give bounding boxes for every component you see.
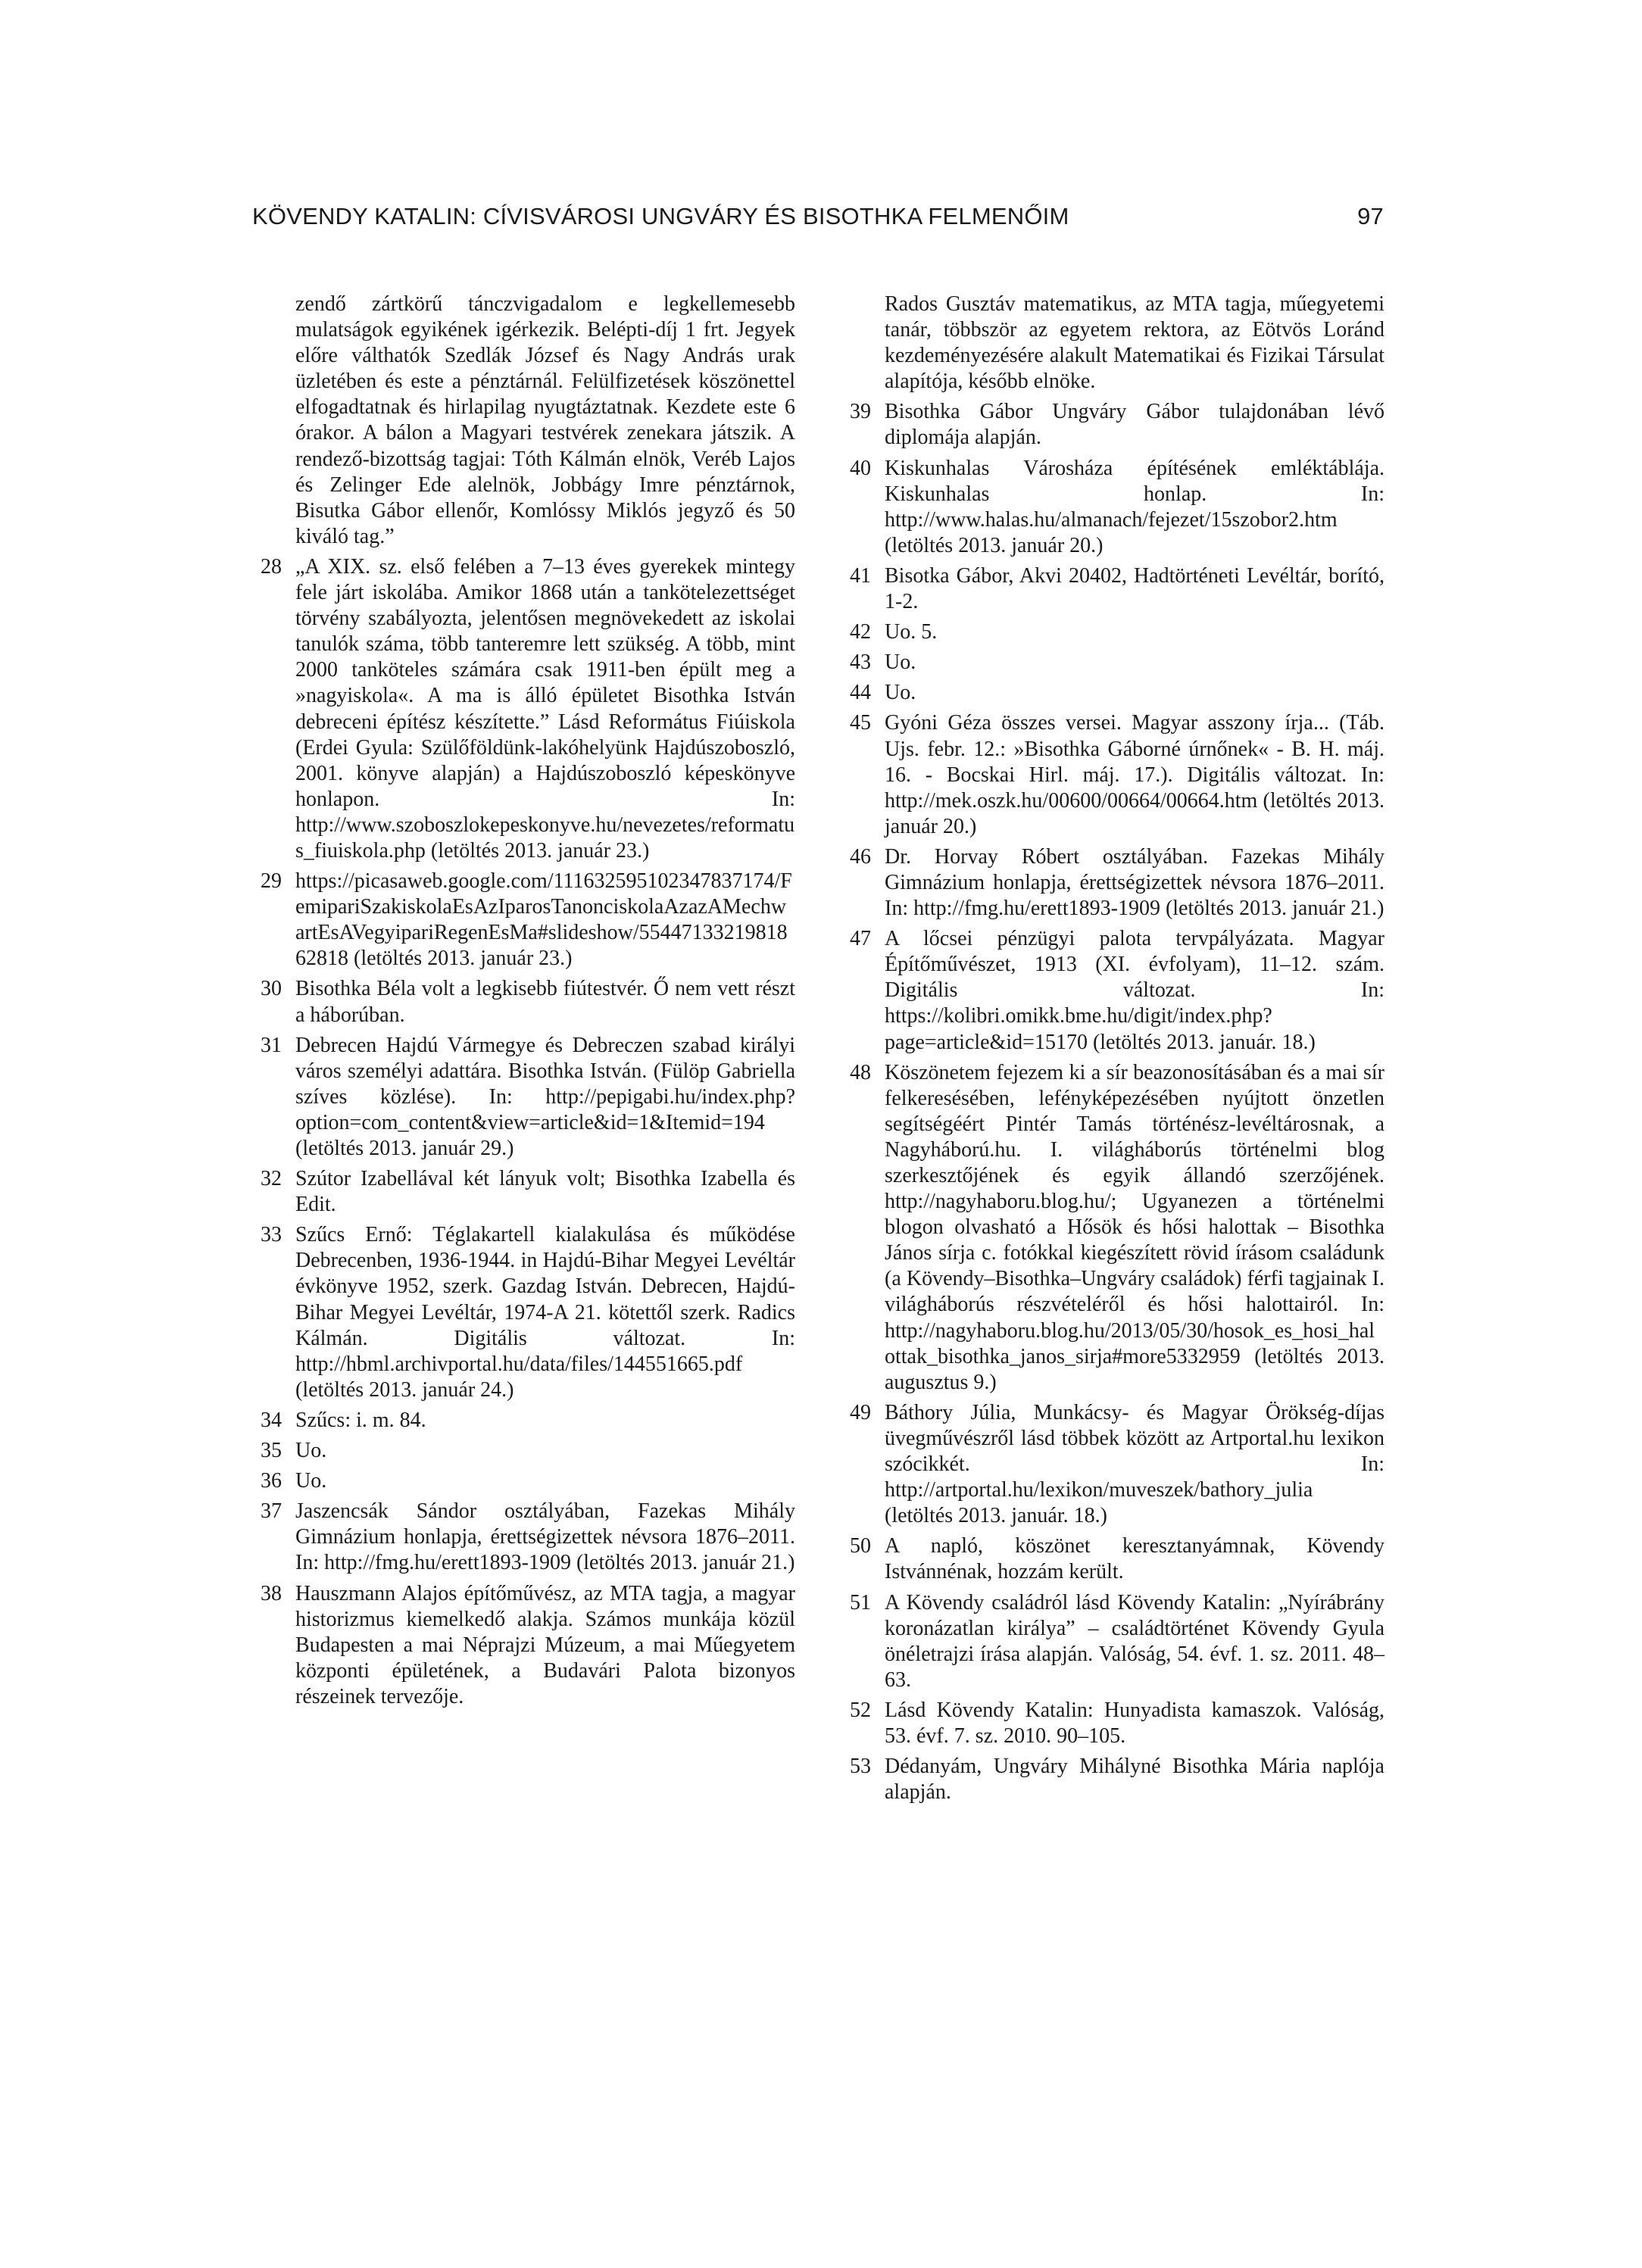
running-header-title: KÖVENDY KATALIN: CÍVISVÁROSI UNGVÁRY ÉS BISOTHKA FELMENŐIM (252, 203, 1069, 229)
page-number: 97 (1357, 203, 1384, 229)
footnote-number: 42 (850, 620, 871, 644)
footnote-41 (839, 563, 1384, 615)
footnote-43 (839, 650, 1384, 675)
footnote-continuation (250, 292, 795, 550)
footnote-number: 31 (261, 1033, 282, 1057)
footnote-text: Gyóni Géza összes versei. Magyar asszony írja... (Táb. Ujs. febr. 12.: »Bisothka Gáborné úrnőnek« - B. H. máj. 16. - Bocskai Hirl. máj. 17.). Digitális változat. In: http://mek.oszk.hu/00600/00664/00664.htm (letöltés 2013. január 20.) (885, 711, 1384, 838)
footnote-text: Köszönetem fejezem ki a sír beazonosításában és a mai sír felkeresésében, lefényképezésében nyújtott önzetlen segítségéért Pintér Tamás történész-levéltárosnak, a Nagyháború.hu. I. világháborús történelmi blog szerkesztőjének és egyik állandó szerzőjének. http://nagyhaboru.blog.hu/; Ugyanezen a történelmi blogon olvasható a Hősök és hősi halottak – Bisothka János sírja c. fotókkal kiegészített rövid írásom családunk (a Kövendy–Bisothka–Ungváry családok) férfi tagjainak I. világháborús részvételéről és hősi halottairól. In: http://nagyhaboru.blog.hu/2013/05/30/hosok_es_hosi_halottak_bisothka_janos_sirja#more5332959 (letöltés 2013. augusztus 9.) (885, 1060, 1384, 1394)
footnote-number: 51 (850, 1590, 871, 1614)
footnote-number: 36 (261, 1469, 282, 1493)
footnote-number: 37 (261, 1499, 282, 1524)
footnote-35 (250, 1438, 795, 1464)
footnote-text: Uo. (295, 1439, 327, 1463)
footnote-47 (839, 926, 1384, 1055)
footnote-text: Debrecen Hajdú Vármegye és Debreczen szabad királyi város személyi adattára. Bisothka István. (Fülöp Gabriella szíves közlése). In: http://pepigabi.hu/index.php?option=com_content&view=article&id=1&Itemid=194 (letöltés 2013. január 29.) (295, 1033, 795, 1160)
footnote-text: https://picasaweb.google.com/111632595102347837174/FemipariSzakiskolaEsAzIparosTanonciskolaAzazAMechwartEsAVegyipariRegenEsMa#slideshow/5544713321981862818 (letöltés 2013. január 23.) (295, 869, 792, 971)
footnote-text: Kiskunhalas Városháza építésének emléktáblája. Kiskunhalas honlap. In: http://www.halas.hu/almanach/fejezet/15szobor2.htm (letöltés 2013. január 20.) (885, 456, 1384, 557)
footnote-30 (250, 976, 795, 1028)
footnote-text: Szűcs: i. m. 84. (295, 1408, 426, 1432)
footnote-52 (839, 1698, 1384, 1749)
footnote-number: 50 (850, 1534, 871, 1558)
footnote-50 (839, 1533, 1384, 1585)
footnote-text: Uo. 5. (885, 620, 938, 644)
footnote-number: 45 (850, 711, 871, 735)
footnote-number: 28 (261, 554, 282, 579)
footnote-40 (839, 456, 1384, 559)
footnote-31 (250, 1033, 795, 1162)
footnote-number: 38 (261, 1581, 282, 1605)
footnote-text: A Kövendy családról lásd Kövendy Katalin: „Nyírábrány koronázatlan királya” – családtörténet Kövendy Gyula önéletrajzi írása alapján. Valóság, 54. évf. 1. sz. 2011. 48–63. (885, 1590, 1384, 1692)
footnote-39 (839, 399, 1384, 451)
footnotes-left-column (250, 292, 795, 1710)
footnote-number: 39 (850, 400, 871, 424)
footnote-text: Lásd Kövendy Katalin: Hunyadista kamaszok. Valóság, 53. évf. 7. sz. 2010. 90–105. (885, 1698, 1384, 1748)
footnote-number: 40 (850, 456, 871, 480)
footnote-text: Jaszencsák Sándor osztályában, Fazekas Mihály Gimnázium honlapja, érettségizettek névsora 1876–2011. In: http://fmg.hu/erett1893-1909 (letöltés 2013. január 21.) (295, 1499, 795, 1575)
footnote-46 (839, 844, 1384, 922)
footnote-45 (839, 710, 1384, 839)
footnote-number: 41 (850, 563, 871, 588)
footnote-37 (250, 1499, 795, 1576)
footnote-text: A lőcsei pénzügyi palota tervpályázata. Magyar Építőművészet, 1913 (XI. évfolyam), 11–12. szám. Digitális változat. In: https://kolibri.omikk.bme.hu/digit/index.php?page=article&id=15170 (letöltés 2013. január. 18.) (885, 927, 1384, 1054)
footnote-44 (839, 680, 1384, 706)
footnote-49 (839, 1400, 1384, 1529)
footnote-number: 43 (850, 650, 871, 675)
footnote-38 (250, 1581, 795, 1710)
footnote-number: 49 (850, 1400, 871, 1424)
footnote-text: Dr. Horvay Róbert osztályában. Fazekas Mihály Gimnázium honlapja, érettségizettek névsora 1876–2011. In: http://fmg.hu/erett1893-1909 (letöltés 2013. január 21.) (885, 844, 1384, 921)
footnote-number: 47 (850, 927, 871, 951)
footnotes-right-column (839, 292, 1384, 1805)
footnote-number: 34 (261, 1408, 282, 1432)
footnote-text: zendő zártkörű tánczvigadalom e legkellemesebb mulatságok egyikének igérkezik. Belépti-díj 1 frt. Jegyek előre válthatók Szedlák József és Nagy András urak üzletében és este a pénztárnál. Felülfizetések köszönettel elfogadtatnak és hirlapilag nyugtáztatnak. Kezdete este 6 órakor. A bálon a Magyari testvérek zenekara játszik. A rendező-bizottság tagjai: Tóth Kálmán elnök, Veréb Lajos és Zelinger Ede alelnök, Jobbágy Imre pénztárnok, Bisutka Gábor ellenőr, Komlóssy Miklós jegyző és 50 kiváló tag.” (295, 292, 795, 548)
footnote-number: 52 (850, 1698, 871, 1722)
footnote-number: 46 (850, 844, 871, 869)
footnote-34 (250, 1408, 795, 1433)
footnote-text: Bisothka Gábor Ungváry Gábor tulajdonában lévő diplomája alapján. (885, 400, 1384, 450)
footnote-33 (250, 1222, 795, 1403)
footnote-number: 48 (850, 1060, 871, 1084)
footnote-text: A napló, köszönet keresztanyámnak, Kövendy Istvánnénak, hozzám került. (885, 1534, 1384, 1584)
footnote-text: Uo. (885, 681, 916, 705)
footnote-51 (839, 1590, 1384, 1693)
footnote-29 (250, 869, 795, 972)
footnote-28 (250, 554, 795, 864)
footnote-42 (839, 619, 1384, 645)
footnote-text: Uo. (885, 650, 916, 675)
footnote-number: 33 (261, 1223, 282, 1247)
footnote-number: 53 (850, 1755, 871, 1779)
footnote-text: Dédanyám, Ungváry Mihályné Bisothka Mária naplója alapján. (885, 1755, 1384, 1805)
running-header (252, 203, 1384, 238)
footnote-number: 30 (261, 977, 282, 1001)
footnote-number: 35 (261, 1439, 282, 1463)
footnote-number: 29 (261, 869, 282, 894)
footnote-36 (250, 1468, 795, 1494)
footnote-48 (839, 1060, 1384, 1396)
footnote-continuation (839, 292, 1384, 395)
footnote-number: 32 (261, 1167, 282, 1191)
footnote-text: Szűcs Ernő: Téglakartell kialakulása és működése Debrecenben, 1936-1944. in Hajdú-Bihar Megyei Levéltár évkönyve 1952, szerk. Gazdag István. Debrecen, Hajdú-Bihar Megyei Levéltár, 1974-A 21. kötettől szerk. Radics Kálmán. Digitális változat. In: http://hbml.archivportal.hu/data/files/144551665.pdf (letöltés 2013. január 24.) (295, 1223, 795, 1402)
footnote-53 (839, 1754, 1384, 1805)
footnote-text: Uo. (295, 1469, 327, 1493)
footnote-text: Bisotka Gábor, Akvi 20402, Hadtörténeti Levéltár, borító, 1-2. (885, 563, 1384, 614)
footnote-number: 44 (850, 681, 871, 705)
footnote-text: Báthory Júlia, Munkácsy- és Magyar Örökség-díjas üvegművészről lásd többek között az Artportal.hu lexikon szócikkét. In: http://artportal.hu/lexikon/muveszek/bathory_julia (letöltés 2013. január. 18.) (885, 1400, 1384, 1528)
footnote-text: Hauszmann Alajos építőművész, az MTA tagja, a magyar historizmus kiemelkedő alakja. Számos munkája közül Budapesten a mai Néprajzi Múzeum, a mai Műegyetem központi épületének, a Budavári Palota bizonyos részeinek tervezője. (295, 1581, 795, 1708)
footnote-text: Szútor Izabellával két lányuk volt; Bisothka Izabella és Edit. (295, 1167, 795, 1217)
footnote-32 (250, 1166, 795, 1218)
footnote-text: „A XIX. sz. első felében a 7–13 éves gyerekek mintegy fele járt iskolába. Amikor 1868 után a tankötelezettséget törvény szabályozta, jelentősen megnövekedett az iskolai tanulók száma, több tanteremre lett szükség. A több, mint 2000 tanköteles számára csak 1911-ben épült meg a »nagyiskola«. A ma is álló épületet Bisothka István debreceni építész készítette.” Lásd Református Fiúiskola (Erdei Gyula: Szülőföldünk-lakóhelyünk Hajdúszoboszló, 2001. könyve alapján) a Hajdúszoboszló képeskönyve honlapon. In: http://www.szoboszlokepeskonyve.hu/nevezetes/reformatus_fiuiskola.php (letöltés 2013. január 23.) (295, 554, 795, 863)
footnote-text: Bisothka Béla volt a legkisebb fiútestvér. Ő nem vett részt a háborúban. (295, 977, 795, 1027)
footnote-text: Rados Gusztáv matematikus, az MTA tagja, műegyetemi tanár, többször az egyetem rektora, az Eötvös Loránd kezdeményezésére alakult Matematikai és Fizikai Társulat alapítója, később elnöke. (885, 292, 1384, 394)
